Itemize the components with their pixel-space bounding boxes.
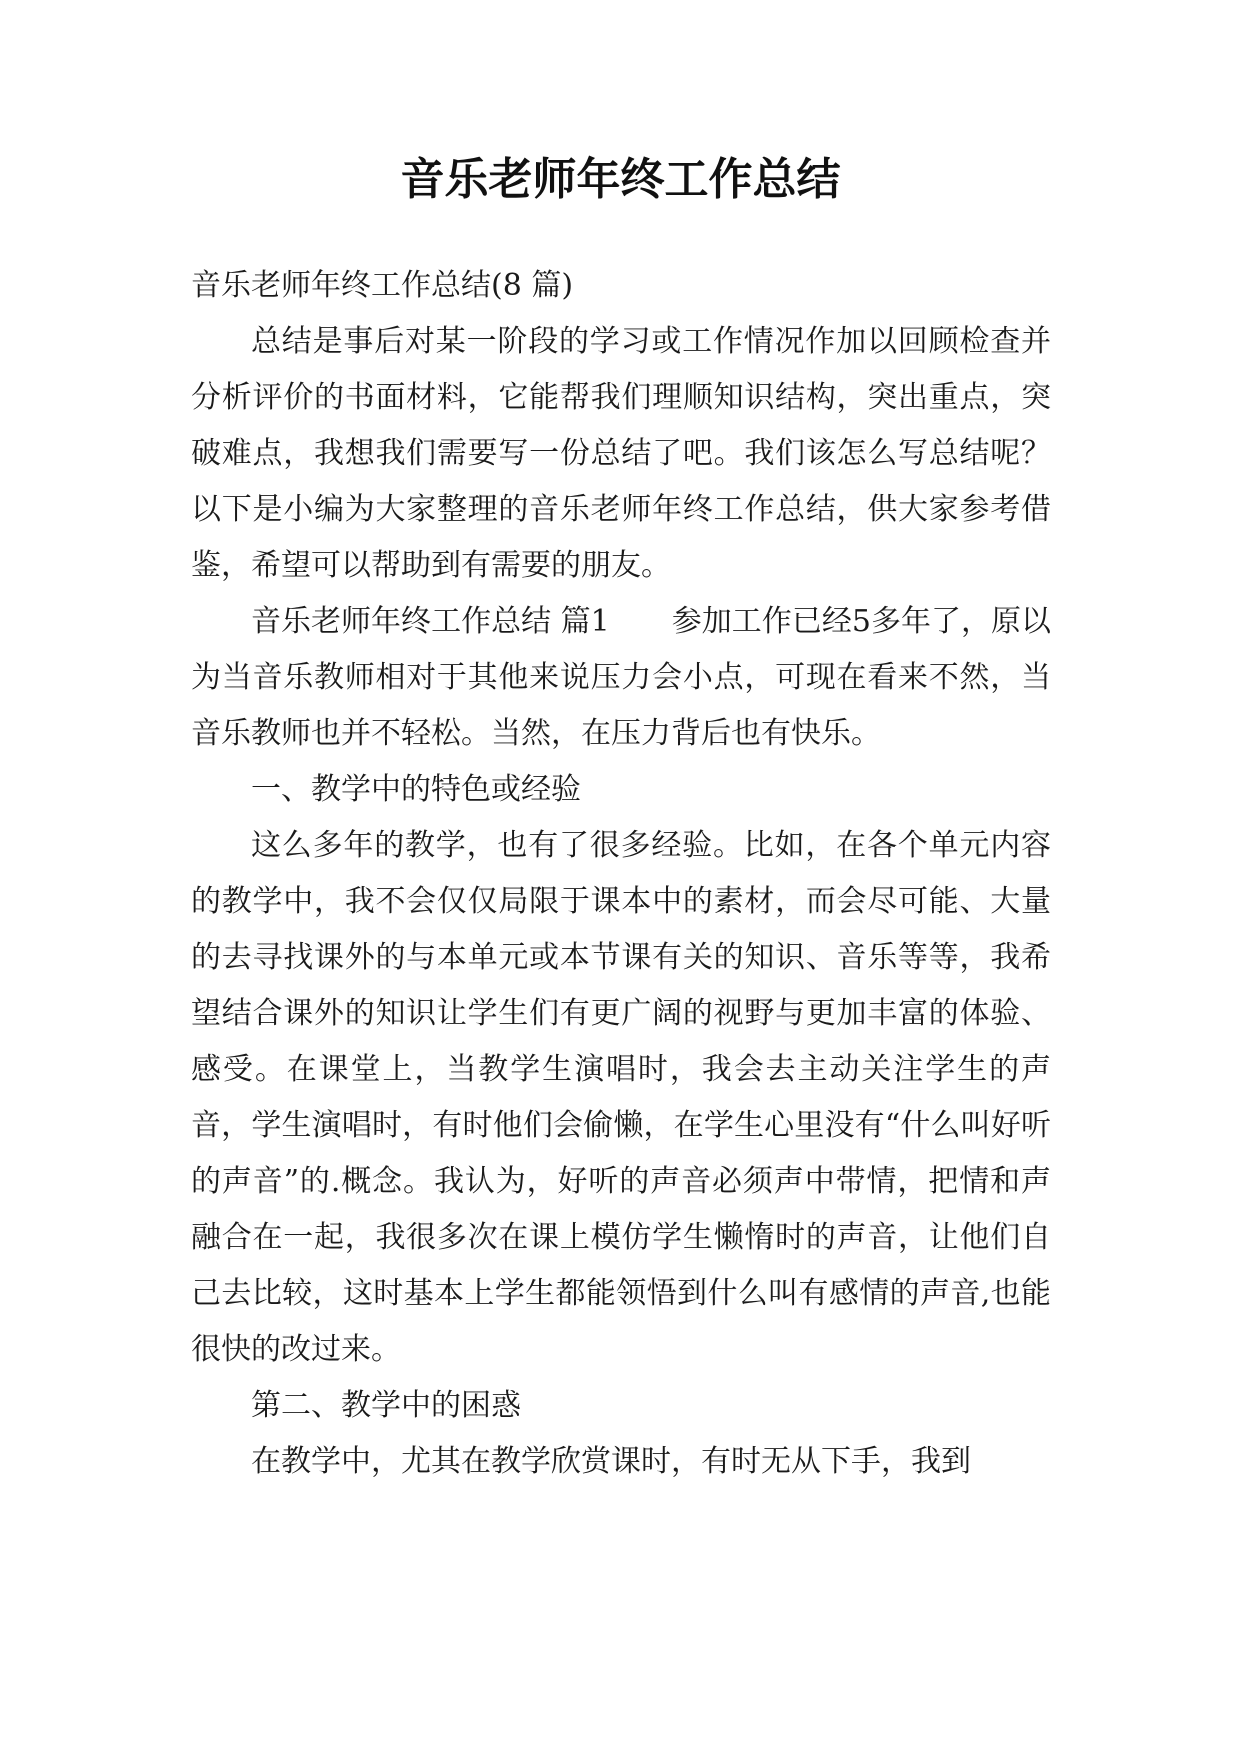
intro-paragraph: 总结是事后对某一阶段的学习或工作情况作加以回顾检查并分析评价的书面材料，它能帮我们理顺知识结构，突出重点，突破难点，我想我们需要写一份总结了吧。我们该怎么写总结呢？以下是小编为大家整理的音乐老师年终工作总结，供大家参考借鉴，希望可以帮助到有需要的朋友。 — [191, 324, 1051, 583]
section-1-opening: 参加工作已经5多年了， — [671, 604, 991, 639]
document-body — [191, 258, 1051, 1490]
heading-teaching-experience: 一、教学中的特色或经验 — [251, 772, 581, 807]
confusion-paragraph: 在教学中，尤其在教学欣赏课时，有时无从下手，我到 — [251, 1444, 971, 1479]
document-title: 音乐老师年终工作总结 — [400, 154, 841, 205]
section-1-heading: 音乐老师年终工作总结 篇1 — [251, 604, 610, 639]
document-subtitle: 音乐老师年终工作总结(8 篇) — [191, 268, 574, 303]
experience-paragraph: 这么多年的教学，也有了很多经验。比如，在各个单元内容的教学中，我不会仅仅局限于课本中的素材，而会尽可能、大量的去寻找课外的与本单元或本节课有关的知识、音乐等等，我希望结合课外的知识让学生们有更广阔的视野与更加丰富的体验、感受。在课堂上，当教学生演唱时，我会去主动关注学生的声音，学生演唱时，有时他们会偷懒，在学生心里没有“什么叫好听的声音”的.概念。我认为，好听的声音必须声中带情，把情和声融合在一起，我很多次在课上模仿学生懒惰时的声音，让他们自己去比较，这时基本上学生都能领悟到什么叫有感情的声音,也能很快的改过来。 — [191, 828, 1051, 1367]
section-1-continuation: 原以为当音乐教师相对于其他来说压力会小点，可现在看来不然，当音乐教师也并不轻松。当然，在压力背后也有快乐。 — [191, 604, 1052, 751]
heading-teaching-confusion: 第二、教学中的困惑 — [251, 1388, 521, 1423]
section-1-paragraph — [191, 594, 1051, 762]
